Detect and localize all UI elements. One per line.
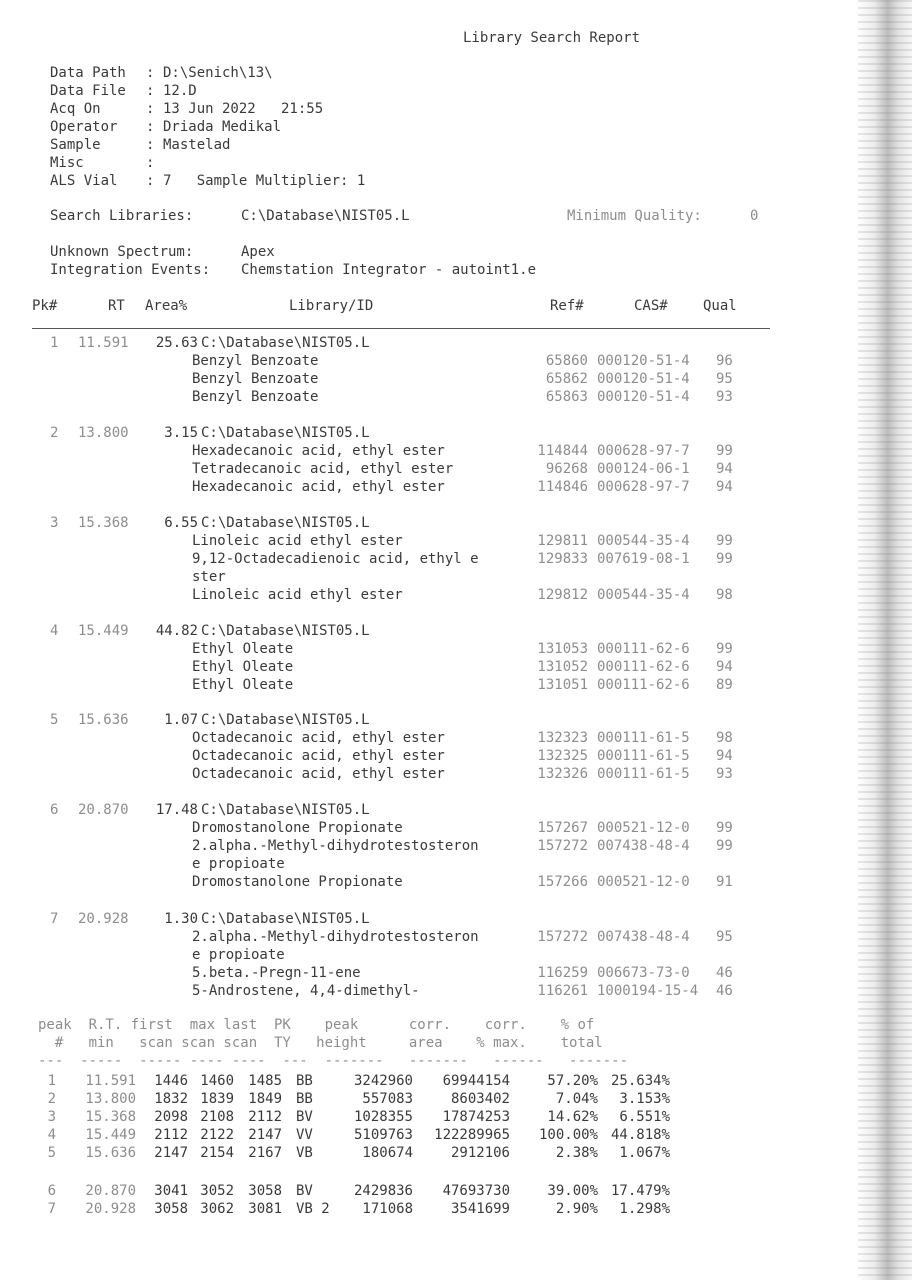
hit-name: Hexadecanoic acid, ethyl ester (192, 443, 445, 459)
int-percent-total: 17.479% (610, 1183, 670, 1199)
peak-number: 5 (50, 712, 59, 728)
int-peak-height: 5109763 (353, 1127, 413, 1143)
int-corr-percent-max: 14.62% (547, 1109, 598, 1125)
col-header-library-id: Library/ID (289, 298, 374, 314)
hit-name: Ethyl Oleate (192, 659, 294, 675)
int-max-scan: 1460 (200, 1073, 234, 1089)
int-peak-type: VB 2 (296, 1201, 330, 1217)
hit-name: Hexadecanoic acid, ethyl ester (192, 479, 445, 495)
hit-cas-number: 000111-62-6 (597, 677, 690, 693)
int-last-scan: 3058 (248, 1183, 282, 1199)
hit-quality: 99 (716, 641, 733, 657)
header-field-label: Operator (50, 119, 118, 135)
hit-ref-number: 65863 (545, 389, 588, 405)
search-libraries-label: Search Libraries: (50, 208, 194, 224)
hit-name: Octadecanoic acid, ethyl ester (192, 748, 445, 764)
int-peak-type: VB (296, 1145, 313, 1161)
int-corr-area: 17874253 (442, 1109, 510, 1125)
hit-name: Octadecanoic acid, ethyl ester (192, 766, 445, 782)
int-corr-percent-max: 39.00% (547, 1183, 598, 1199)
hit-name: 9,12-Octadecadienoic acid, ethyl e (192, 551, 479, 567)
hit-cas-number: 000544-35-4 (597, 533, 690, 549)
header-field-colon: : (146, 137, 155, 153)
peak-rt: 11.591 (78, 335, 129, 351)
hit-name: Linoleic acid ethyl ester (192, 533, 403, 549)
integration-header-line: # min scan scan scan TY height area % max. total (38, 1035, 603, 1051)
int-peak-type: VV (296, 1127, 313, 1143)
hit-ref-number: 65860 (545, 353, 588, 369)
minimum-quality-label: Minimum Quality: (567, 208, 702, 224)
int-peak-height: 171068 (362, 1201, 413, 1217)
hit-cas-number: 007619-08-1 (597, 551, 690, 567)
int-max-scan: 2122 (200, 1127, 234, 1143)
peak-library-path: C:\Database\NIST05.L (201, 712, 370, 728)
hit-quality: 95 (716, 929, 733, 945)
peak-library-path: C:\Database\NIST05.L (201, 515, 370, 531)
hit-ref-number: 129833 (537, 551, 588, 567)
peak-number: 4 (50, 623, 59, 639)
int-peak-number: 4 (47, 1127, 56, 1143)
int-last-scan: 2147 (248, 1127, 282, 1143)
hit-ref-number: 129812 (537, 587, 588, 603)
int-percent-total: 25.634% (610, 1073, 670, 1089)
header-field-colon: : (146, 65, 155, 81)
hit-cas-number: 000521-12-0 (597, 874, 690, 890)
int-peak-number: 1 (47, 1073, 56, 1089)
int-corr-area: 2912106 (450, 1145, 510, 1161)
peak-library-path: C:\Database\NIST05.L (201, 911, 370, 927)
int-peak-height: 1028355 (353, 1109, 413, 1125)
hit-cas-number: 1000194-15-4 (597, 983, 699, 999)
int-first-scan: 2147 (154, 1145, 188, 1161)
hit-ref-number: 116261 (537, 983, 588, 999)
int-corr-area: 3541699 (450, 1201, 510, 1217)
col-header-cas: CAS# (634, 298, 668, 314)
col-header-pk: Pk# (32, 298, 58, 314)
hit-cas-number: 006673-73-0 (597, 965, 690, 981)
peak-number: 2 (50, 425, 59, 441)
int-corr-percent-max: 57.20% (547, 1073, 598, 1089)
peak-number: 1 (50, 335, 59, 351)
hit-name-continuation: e propioate (192, 947, 285, 963)
int-peak-height: 557083 (362, 1091, 413, 1107)
int-max-scan: 3062 (200, 1201, 234, 1217)
col-header-area: Area% (145, 298, 188, 314)
int-max-scan: 2108 (200, 1109, 234, 1125)
header-field-value: D:\Senich\13\ (163, 65, 273, 81)
hit-quality: 94 (716, 461, 733, 477)
hit-quality: 89 (716, 677, 733, 693)
int-first-scan: 1446 (154, 1073, 188, 1089)
int-peak-number: 5 (47, 1145, 56, 1161)
header-field-label: Sample (50, 137, 101, 153)
hit-name: Ethyl Oleate (192, 677, 294, 693)
header-field-label: Acq On (50, 101, 101, 117)
scanner-edge-shadow (858, 0, 912, 1280)
hit-ref-number: 157272 (537, 838, 588, 854)
header-field-label: Misc (50, 155, 84, 171)
hit-quality: 94 (716, 748, 733, 764)
hit-quality: 46 (716, 983, 733, 999)
hit-name: Octadecanoic acid, ethyl ester (192, 730, 445, 746)
int-peak-number: 7 (47, 1201, 56, 1217)
hit-ref-number: 116259 (537, 965, 588, 981)
int-retention-time: 15.449 (85, 1127, 136, 1143)
hit-ref-number: 157267 (537, 820, 588, 836)
hit-cas-number: 000124-06-1 (597, 461, 690, 477)
peak-library-path: C:\Database\NIST05.L (201, 335, 370, 351)
col-header-qual: Qual (703, 298, 737, 314)
int-peak-type: BV (296, 1183, 313, 1199)
search-libraries-value: C:\Database\NIST05.L (241, 208, 410, 224)
hit-ref-number: 96268 (545, 461, 588, 477)
hit-name: Benzyl Benzoate (192, 371, 319, 387)
int-corr-area: 8603402 (450, 1091, 510, 1107)
integration-header-line: peak R.T. first max last PK peak corr. corr. % of (38, 1017, 595, 1033)
header-field-value: 7 Sample Multiplier: 1 (163, 173, 366, 189)
hit-ref-number: 114844 (537, 443, 588, 459)
hit-cas-number: 000521-12-0 (597, 820, 690, 836)
int-corr-area: 47693730 (442, 1183, 510, 1199)
hit-ref-number: 132326 (537, 766, 588, 782)
peak-number: 3 (50, 515, 59, 531)
hit-quality: 94 (716, 479, 733, 495)
hit-cas-number: 000111-62-6 (597, 659, 690, 675)
peak-area-percent: 3.15 (164, 425, 198, 441)
integration-header-line: --- ----- ----- ---- ---- --- ------- ------- ------ ------- (38, 1053, 629, 1069)
int-peak-type: BV (296, 1109, 313, 1125)
hit-cas-number: 000120-51-4 (597, 353, 690, 369)
int-last-scan: 2167 (248, 1145, 282, 1161)
hit-quality: 91 (716, 874, 733, 890)
int-peak-height: 3242960 (353, 1073, 413, 1089)
header-field-colon: : (146, 119, 155, 135)
header-field-colon: : (146, 83, 155, 99)
header-rule (32, 328, 770, 329)
peak-library-path: C:\Database\NIST05.L (201, 425, 370, 441)
int-retention-time: 20.870 (85, 1183, 136, 1199)
int-first-scan: 1832 (154, 1091, 188, 1107)
hit-name: Dromostanolone Propionate (192, 820, 403, 836)
int-corr-percent-max: 2.38% (555, 1145, 598, 1161)
report-title: Library Search Report (463, 30, 641, 46)
peak-rt: 13.800 (78, 425, 129, 441)
hit-cas-number: 000120-51-4 (597, 371, 690, 387)
hit-quality: 99 (716, 533, 733, 549)
peak-area-percent: 44.82 (155, 623, 198, 639)
hit-quality: 99 (716, 443, 733, 459)
peak-rt: 15.449 (78, 623, 129, 639)
int-retention-time: 11.591 (85, 1073, 136, 1089)
hit-quality: 98 (716, 730, 733, 746)
hit-cas-number: 000628-97-7 (597, 479, 690, 495)
peak-rt: 15.636 (78, 712, 129, 728)
peak-rt: 20.870 (78, 802, 129, 818)
hit-name: 2.alpha.-Methyl-dihydrotestosteron (192, 929, 479, 945)
hit-quality: 99 (716, 551, 733, 567)
int-last-scan: 2112 (248, 1109, 282, 1125)
hit-cas-number: 007438-48-4 (597, 929, 690, 945)
col-header-rt: RT (108, 298, 125, 314)
hit-quality: 96 (716, 353, 733, 369)
int-corr-percent-max: 7.04% (555, 1091, 598, 1107)
hit-quality: 93 (716, 389, 733, 405)
header-field-label: Data Path (50, 65, 126, 81)
header-field-value: 13 Jun 2022 21:55 (163, 101, 324, 117)
header-field-label: ALS Vial (50, 173, 118, 189)
peak-area-percent: 25.63 (155, 335, 198, 351)
hit-cas-number: 007438-48-4 (597, 838, 690, 854)
int-percent-total: 1.298% (619, 1201, 670, 1217)
integration-events-label: Integration Events: (50, 262, 211, 278)
int-first-scan: 2112 (154, 1127, 188, 1143)
unknown-spectrum-value: Apex (241, 244, 275, 260)
int-peak-type: BB (296, 1073, 313, 1089)
int-peak-number: 6 (47, 1183, 56, 1199)
int-retention-time: 15.636 (85, 1145, 136, 1161)
hit-quality: 99 (716, 820, 733, 836)
hit-name: Linoleic acid ethyl ester (192, 587, 403, 603)
peak-area-percent: 6.55 (164, 515, 198, 531)
unknown-spectrum-label: Unknown Spectrum: (50, 244, 194, 260)
hit-ref-number: 132323 (537, 730, 588, 746)
int-percent-total: 6.551% (619, 1109, 670, 1125)
header-field-colon: : (146, 101, 155, 117)
integration-events-value: Chemstation Integrator - autoint1.e (241, 262, 537, 278)
hit-ref-number: 114846 (537, 479, 588, 495)
int-peak-height: 180674 (362, 1145, 413, 1161)
hit-name: Benzyl Benzoate (192, 389, 319, 405)
hit-quality: 46 (716, 965, 733, 981)
hit-name: Dromostanolone Propionate (192, 874, 403, 890)
hit-cas-number: 000120-51-4 (597, 389, 690, 405)
hit-name: 5-Androstene, 4,4-dimethyl- (192, 983, 420, 999)
hit-name: 5.beta.-Pregn-11-ene (192, 965, 361, 981)
header-field-colon: : (146, 173, 155, 189)
hit-quality: 93 (716, 766, 733, 782)
header-field-label: Data File (50, 83, 126, 99)
int-retention-time: 20.928 (85, 1201, 136, 1217)
int-retention-time: 13.800 (85, 1091, 136, 1107)
hit-name-continuation: e propioate (192, 856, 285, 872)
header-field-value: Driada Medikal (163, 119, 282, 135)
peak-library-path: C:\Database\NIST05.L (201, 623, 370, 639)
peak-area-percent: 1.07 (164, 712, 198, 728)
header-field-value: 12.D (163, 83, 197, 99)
minimum-quality-value: 0 (750, 208, 759, 224)
int-percent-total: 3.153% (619, 1091, 670, 1107)
peak-area-percent: 17.48 (155, 802, 198, 818)
int-max-scan: 3052 (200, 1183, 234, 1199)
hit-quality: 98 (716, 587, 733, 603)
int-last-scan: 1849 (248, 1091, 282, 1107)
col-header-ref: Ref# (550, 298, 584, 314)
int-peak-type: BB (296, 1091, 313, 1107)
int-first-scan: 2098 (154, 1109, 188, 1125)
hit-cas-number: 000111-61-5 (597, 730, 690, 746)
header-field-colon: : (146, 155, 155, 171)
hit-quality: 94 (716, 659, 733, 675)
int-percent-total: 44.818% (610, 1127, 670, 1143)
hit-ref-number: 65862 (545, 371, 588, 387)
int-peak-number: 2 (47, 1091, 56, 1107)
hit-cas-number: 000111-61-5 (597, 766, 690, 782)
int-peak-height: 2429836 (353, 1183, 413, 1199)
int-peak-number: 3 (47, 1109, 56, 1125)
hit-ref-number: 131053 (537, 641, 588, 657)
int-max-scan: 1839 (200, 1091, 234, 1107)
hit-cas-number: 000111-62-6 (597, 641, 690, 657)
hit-name: Benzyl Benzoate (192, 353, 319, 369)
int-percent-total: 1.067% (619, 1145, 670, 1161)
hit-ref-number: 132325 (537, 748, 588, 764)
hit-name: 2.alpha.-Methyl-dihydrotestosteron (192, 838, 479, 854)
hit-quality: 99 (716, 838, 733, 854)
peak-library-path: C:\Database\NIST05.L (201, 802, 370, 818)
hit-cas-number: 000544-35-4 (597, 587, 690, 603)
int-max-scan: 2154 (200, 1145, 234, 1161)
peak-area-percent: 1.30 (164, 911, 198, 927)
hit-quality: 95 (716, 371, 733, 387)
peak-number: 7 (50, 911, 59, 927)
int-retention-time: 15.368 (85, 1109, 136, 1125)
int-first-scan: 3041 (154, 1183, 188, 1199)
hit-name-continuation: ster (192, 569, 226, 585)
hit-cas-number: 000111-61-5 (597, 748, 690, 764)
int-corr-area: 69944154 (442, 1073, 510, 1089)
hit-ref-number: 157272 (537, 929, 588, 945)
hit-cas-number: 000628-97-7 (597, 443, 690, 459)
hit-name: Ethyl Oleate (192, 641, 294, 657)
hit-name: Tetradecanoic acid, ethyl ester (192, 461, 454, 477)
int-corr-percent-max: 100.00% (538, 1127, 598, 1143)
peak-number: 6 (50, 802, 59, 818)
int-last-scan: 1485 (248, 1073, 282, 1089)
int-first-scan: 3058 (154, 1201, 188, 1217)
peak-rt: 15.368 (78, 515, 129, 531)
peak-rt: 20.928 (78, 911, 129, 927)
hit-ref-number: 157266 (537, 874, 588, 890)
header-field-value: Mastelad (163, 137, 231, 153)
int-corr-percent-max: 2.90% (555, 1201, 598, 1217)
hit-ref-number: 131051 (537, 677, 588, 693)
hit-ref-number: 131052 (537, 659, 588, 675)
int-corr-area: 122289965 (434, 1127, 510, 1143)
int-last-scan: 3081 (248, 1201, 282, 1217)
hit-ref-number: 129811 (537, 533, 588, 549)
